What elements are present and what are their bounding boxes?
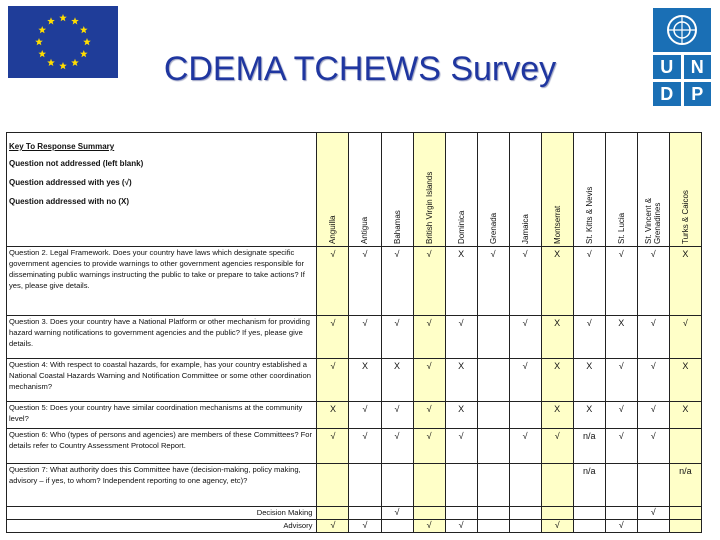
response-cell: √ bbox=[637, 359, 669, 402]
response-cell: √ bbox=[381, 316, 413, 359]
response-cell: √ bbox=[413, 316, 445, 359]
response-cell: √ bbox=[317, 359, 349, 402]
response-cell: √ bbox=[381, 429, 413, 464]
undp-letter: D bbox=[653, 82, 681, 106]
question-cell: Question 3. Does your country have a National Platform or other mechanism for providing hazard warning notifications to government agencies and the public? If yes, please give details. bbox=[7, 316, 317, 359]
undp-logo bbox=[653, 8, 711, 106]
country-name: St. Vincent & Grenadines bbox=[644, 197, 663, 244]
star-icon bbox=[80, 26, 88, 33]
response-cell: √ bbox=[349, 316, 381, 359]
response-cell: √ bbox=[637, 247, 669, 316]
response-cell: X bbox=[541, 316, 573, 359]
response-cell bbox=[477, 402, 509, 429]
response-cell bbox=[317, 507, 349, 520]
response-cell: √ bbox=[413, 247, 445, 316]
response-cell: √ bbox=[381, 507, 413, 520]
country-name: Turks & Caicos bbox=[680, 190, 690, 244]
response-cell: √ bbox=[637, 402, 669, 429]
country-header bbox=[349, 133, 381, 247]
star-icon bbox=[35, 38, 43, 45]
response-cell: √ bbox=[605, 520, 637, 533]
response-cell: √ bbox=[445, 520, 477, 533]
response-cell bbox=[605, 464, 637, 507]
star-icon bbox=[38, 50, 46, 57]
response-cell bbox=[477, 359, 509, 402]
response-cell: X bbox=[669, 359, 701, 402]
eu-stars-icon bbox=[8, 6, 118, 78]
response-cell bbox=[605, 507, 637, 520]
country-header bbox=[477, 133, 509, 247]
country-name: St. Kitts & Nevis bbox=[584, 186, 594, 244]
response-cell bbox=[637, 464, 669, 507]
country-name: Grenada bbox=[488, 212, 498, 244]
country-name: Antigua bbox=[360, 216, 370, 244]
table-row bbox=[7, 402, 702, 429]
question-cell: Question 6: Who (types of persons and agencies) are members of these Committees? For details refer to Country Assessment Protocol Report. bbox=[7, 429, 317, 464]
response-cell: √ bbox=[605, 359, 637, 402]
response-cell: √ bbox=[317, 316, 349, 359]
response-cell: X bbox=[381, 359, 413, 402]
un-emblem-icon bbox=[653, 8, 711, 52]
response-cell bbox=[669, 507, 701, 520]
response-cell: √ bbox=[381, 402, 413, 429]
country-header bbox=[445, 133, 477, 247]
table-row bbox=[7, 359, 702, 402]
response-cell: √ bbox=[605, 429, 637, 464]
response-cell bbox=[349, 464, 381, 507]
response-cell: √ bbox=[637, 429, 669, 464]
response-cell: √ bbox=[509, 247, 541, 316]
response-cell: √ bbox=[317, 247, 349, 316]
country-name: Montserrat bbox=[552, 205, 562, 244]
undp-letter: N bbox=[684, 55, 712, 79]
country-header bbox=[605, 133, 637, 247]
response-cell: X bbox=[541, 359, 573, 402]
response-cell bbox=[413, 507, 445, 520]
response-cell bbox=[573, 507, 605, 520]
star-icon bbox=[83, 38, 91, 45]
star-icon bbox=[38, 26, 46, 33]
response-cell: √ bbox=[349, 520, 381, 533]
question-cell: Question 2. Legal Framework. Does your country have laws which designate specific government agencies to provide warnings to other government agencies responsible for disseminating public warnings instructing the public to take or prepare to take actions? If yes, please give details. bbox=[7, 247, 317, 316]
response-cell bbox=[477, 464, 509, 507]
star-icon bbox=[59, 62, 67, 69]
response-cell: √ bbox=[413, 429, 445, 464]
response-cell: n/a bbox=[573, 464, 605, 507]
response-cell bbox=[509, 520, 541, 533]
response-cell: X bbox=[317, 402, 349, 429]
response-cell: √ bbox=[573, 247, 605, 316]
country-name: Dominica bbox=[456, 210, 466, 244]
response-cell bbox=[413, 464, 445, 507]
authority-type-label: Decision Making bbox=[7, 507, 317, 520]
question-cell: Question 5: Does your country have similar coordination mechanisms at the community level? bbox=[7, 402, 317, 429]
star-icon bbox=[47, 17, 55, 24]
country-name: Jamaica bbox=[520, 214, 530, 244]
response-cell bbox=[637, 520, 669, 533]
undp-letter: U bbox=[653, 55, 681, 79]
response-cell: √ bbox=[669, 316, 701, 359]
country-header bbox=[541, 133, 573, 247]
table-row bbox=[7, 316, 702, 359]
eu-flag-logo bbox=[8, 6, 118, 78]
response-cell: X bbox=[445, 359, 477, 402]
header-row bbox=[7, 133, 702, 247]
undp-letter: P bbox=[684, 82, 712, 106]
star-icon bbox=[59, 14, 67, 21]
response-cell: X bbox=[445, 402, 477, 429]
country-name: St. Lucia bbox=[616, 212, 626, 244]
response-cell bbox=[669, 520, 701, 533]
response-cell: √ bbox=[477, 247, 509, 316]
response-cell: √ bbox=[637, 507, 669, 520]
star-icon bbox=[71, 59, 79, 66]
response-cell: √ bbox=[445, 429, 477, 464]
response-cell: n/a bbox=[573, 429, 605, 464]
country-name: Bahamas bbox=[392, 210, 402, 244]
table-subrow bbox=[7, 507, 702, 520]
key-yes: Question addressed with yes (√) bbox=[9, 178, 132, 187]
response-cell: √ bbox=[413, 402, 445, 429]
response-cell: √ bbox=[509, 316, 541, 359]
page-title: CDEMA TCHEWS Survey bbox=[163, 50, 557, 88]
table-row bbox=[7, 247, 702, 316]
response-cell: √ bbox=[605, 247, 637, 316]
authority-type-label: Advisory bbox=[7, 520, 317, 533]
response-cell bbox=[381, 520, 413, 533]
key-blank: Question not addressed (left blank) bbox=[9, 159, 144, 168]
response-cell: n/a bbox=[669, 464, 701, 507]
response-cell: √ bbox=[509, 359, 541, 402]
response-cell: √ bbox=[317, 429, 349, 464]
response-cell: X bbox=[573, 359, 605, 402]
response-cell: √ bbox=[413, 359, 445, 402]
response-cell bbox=[509, 507, 541, 520]
response-cell bbox=[541, 507, 573, 520]
response-cell: √ bbox=[317, 520, 349, 533]
response-cell: √ bbox=[637, 316, 669, 359]
response-cell: X bbox=[573, 402, 605, 429]
response-cell bbox=[445, 464, 477, 507]
response-cell bbox=[317, 464, 349, 507]
key-no: Question addressed with no (X) bbox=[9, 197, 130, 206]
response-cell bbox=[477, 520, 509, 533]
response-cell: X bbox=[541, 247, 573, 316]
response-cell: √ bbox=[349, 247, 381, 316]
key-heading: Key To Response Summary bbox=[9, 142, 115, 151]
response-cell bbox=[477, 507, 509, 520]
star-icon bbox=[80, 50, 88, 57]
response-cell: √ bbox=[541, 429, 573, 464]
response-cell bbox=[445, 507, 477, 520]
country-header bbox=[509, 133, 541, 247]
response-cell: √ bbox=[541, 520, 573, 533]
response-cell: √ bbox=[349, 402, 381, 429]
table-row bbox=[7, 464, 702, 507]
country-header bbox=[381, 133, 413, 247]
table-subrow bbox=[7, 520, 702, 533]
response-table-container bbox=[6, 132, 702, 530]
response-key bbox=[7, 133, 317, 247]
response-cell bbox=[381, 464, 413, 507]
response-cell bbox=[509, 402, 541, 429]
response-table bbox=[6, 132, 702, 533]
response-cell: X bbox=[669, 402, 701, 429]
response-cell bbox=[477, 316, 509, 359]
response-cell: √ bbox=[381, 247, 413, 316]
response-cell: X bbox=[605, 316, 637, 359]
response-cell: X bbox=[669, 247, 701, 316]
question-cell: Question 7: What authority does this Committee have (decision-making, policy making, advisory – if yes, to whom? Independent reporting to one agency, etc)? bbox=[7, 464, 317, 507]
response-cell bbox=[541, 464, 573, 507]
country-name: British Virgin Islands bbox=[424, 171, 434, 244]
country-name: Anguilla bbox=[328, 215, 338, 244]
country-header bbox=[413, 133, 445, 247]
country-header bbox=[669, 133, 701, 247]
response-cell: X bbox=[445, 247, 477, 316]
star-icon bbox=[47, 59, 55, 66]
response-cell: √ bbox=[605, 402, 637, 429]
response-cell: √ bbox=[509, 429, 541, 464]
response-cell: √ bbox=[573, 316, 605, 359]
country-header bbox=[573, 133, 605, 247]
response-cell bbox=[669, 429, 701, 464]
star-icon bbox=[71, 17, 79, 24]
country-header bbox=[637, 133, 669, 247]
response-cell bbox=[573, 520, 605, 533]
response-cell: √ bbox=[349, 429, 381, 464]
country-header bbox=[317, 133, 349, 247]
question-cell: Question 4: With respect to coastal hazards, for example, has your country established a National Coastal Hazards Warning and Notification Committee or some other coordination mechanism? bbox=[7, 359, 317, 402]
response-cell bbox=[477, 429, 509, 464]
response-cell: √ bbox=[413, 520, 445, 533]
response-cell: X bbox=[541, 402, 573, 429]
response-cell: X bbox=[349, 359, 381, 402]
table-row bbox=[7, 429, 702, 464]
response-cell: √ bbox=[445, 316, 477, 359]
response-cell bbox=[509, 464, 541, 507]
response-cell bbox=[349, 507, 381, 520]
